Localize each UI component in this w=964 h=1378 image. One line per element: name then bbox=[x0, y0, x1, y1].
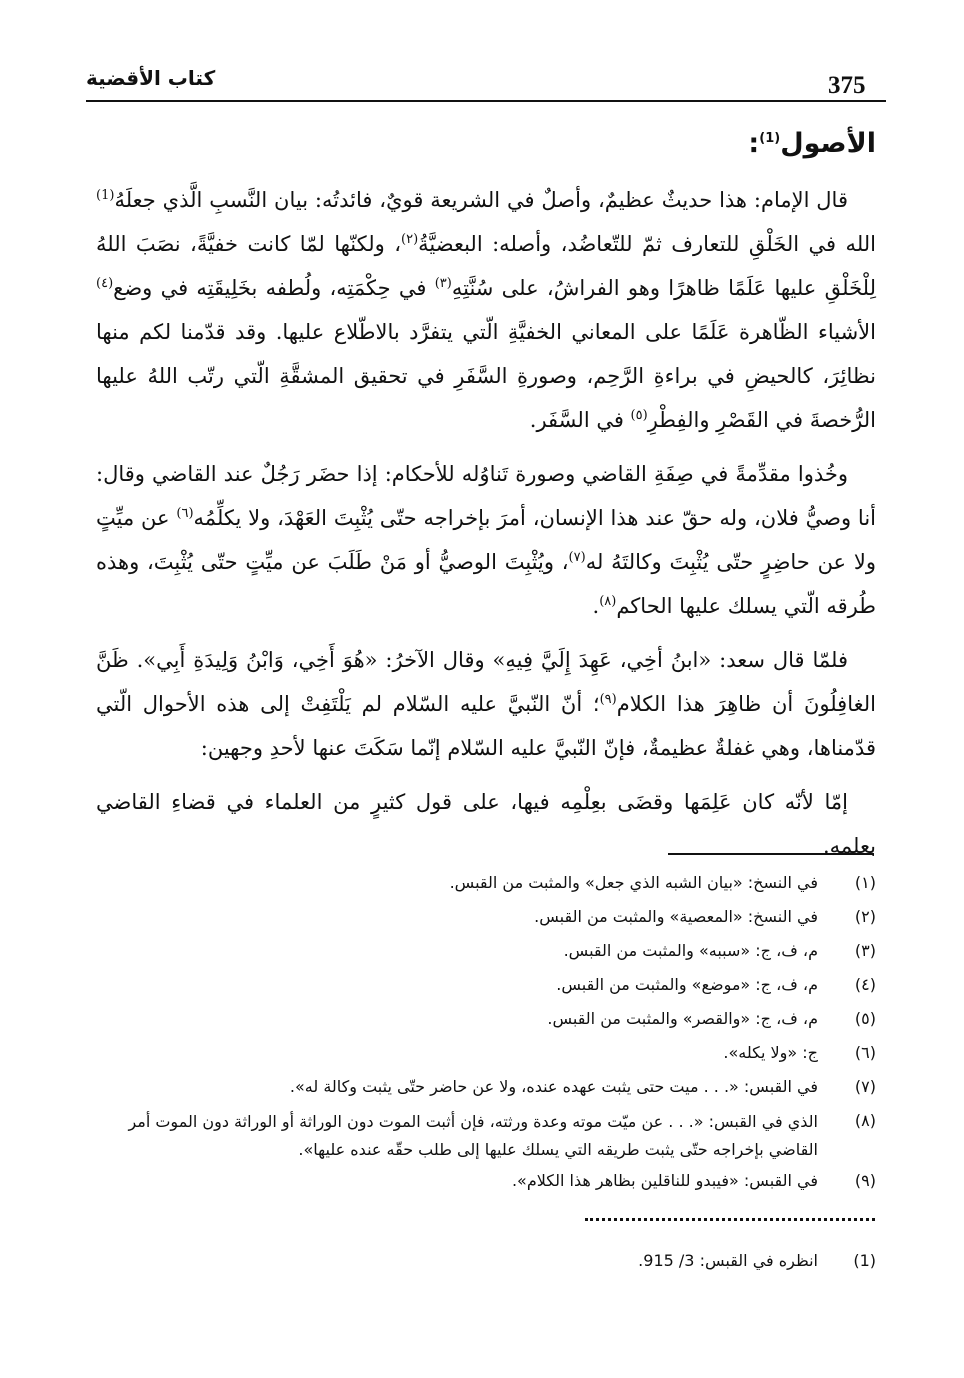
footnote-text: م، ف، ج: «موضع» والمثبت من القبس. bbox=[556, 975, 818, 994]
text-segment: . bbox=[592, 594, 600, 618]
footnote bbox=[96, 1036, 876, 1070]
paragraphs bbox=[96, 178, 876, 868]
text-segment: إمّا لأنّه كان عَلِمَها وقضَى بعِلْمِه فيها، على قول كثيرٍ من العلماء في قضاءِ القاضي بعلمه. bbox=[96, 790, 876, 858]
page-number: 375 bbox=[828, 72, 866, 99]
page-header bbox=[86, 62, 886, 102]
footnote bbox=[96, 968, 876, 1002]
text-segment: قال الإمام: هذا حديثٌ عظيمٌ، وأصلٌ في الشريعة قويٌ، فائدتُه: بيان النَّسبِ الَّذي جعلَهُ bbox=[114, 188, 848, 212]
text-segment: عن ميِّتٍ ولا عن حاضِرٍ حتّى يُثْبِتَ وكالتَهُ له bbox=[96, 506, 876, 574]
text-segment: في حِكْمَتِه، ولُطفه بخَلِيقَتِه في وضع bbox=[113, 276, 435, 300]
footnote bbox=[96, 1070, 876, 1104]
footnote bbox=[96, 866, 876, 900]
footnote-number: (٧) bbox=[854, 1077, 876, 1096]
footnote-number: (٦) bbox=[854, 1043, 876, 1062]
footnote-marker: (٥) bbox=[630, 408, 648, 423]
footnote-text: في النسخ: «بيان الشبه الذي جعل» والمثبت من القبس. bbox=[449, 873, 818, 892]
footnote-text: الذي في القبس: «. . . عن ميّت موته وعدة ورثته، فإن أثبت الموت دون الوراثة أو الوراثة دون الموت أمر القاضي بإخراجه حتّى يثبت طريقه التي يسلك عليها إلى طلب حقّه عنده عليها». bbox=[128, 1112, 818, 1159]
reference-number: (1) bbox=[853, 1251, 876, 1270]
paragraph bbox=[96, 452, 876, 628]
footnote-text: م، ف، ج: «سببه» والمثبت من القبس. bbox=[563, 941, 818, 960]
footnote-marker: (٩) bbox=[599, 692, 617, 707]
footnotes bbox=[96, 866, 876, 1198]
footnote-marker: (٣) bbox=[434, 276, 452, 291]
section-title bbox=[96, 118, 876, 170]
footnote-marker: (٧) bbox=[568, 550, 586, 565]
section-title-text: الأصول bbox=[780, 128, 876, 159]
footnote-marker: (٨) bbox=[599, 594, 617, 609]
dotted-separator bbox=[585, 1218, 875, 1221]
footnote-marker: (٤) bbox=[96, 276, 114, 291]
footnote bbox=[96, 1002, 876, 1036]
footnote-number: (٣) bbox=[854, 941, 876, 960]
footnote-number: (٩) bbox=[854, 1171, 876, 1190]
text-segment: في السَّفَر. bbox=[529, 408, 631, 432]
footnote bbox=[96, 900, 876, 934]
paragraph bbox=[96, 638, 876, 770]
footnote-divider bbox=[668, 853, 874, 855]
footnote bbox=[96, 1104, 876, 1164]
footnote-marker: (1) bbox=[759, 131, 781, 146]
footnote-marker: (٦) bbox=[176, 506, 194, 521]
section-title-colon: : bbox=[748, 128, 760, 159]
footnote-number: (١) bbox=[854, 873, 876, 892]
text-segment: الأشياء الظّاهرة عَلَمًا على المعاني الخفيَّةِ الّتي يتفرَّد بالاطّلاع عليها. وقد قدّمنا لكم منها نظائِرَ، كالحيضِ في براءةِ الرَّحِم، وصورةِ السَّفَرِ في تحقيق المشقَّةِ الّتي رتّب اللهُ عليها الرُّخصةَ في القَصْرِ والفِطْرِ bbox=[96, 320, 876, 432]
text-segment: فلمّا قال سعد: «ابنُ أخِي، عَهِدَ إِلَيَّ فِيهِ» وقال الآخرُ: «هُوَ أَخِي، وَابْنُ وَلِيدَةِ أَبِي». ظَنَّ الغافِلُونَ أن ظاهِرَ هذا الكلام bbox=[96, 648, 876, 716]
footnote-text: ج: «ولا يكله». bbox=[723, 1043, 818, 1062]
footnote-text: في القبس: «. . . ميت حتى يثبت عهده عنده، ولا عن حاضر حتّى يثبت وكالة له». bbox=[289, 1077, 818, 1096]
footnote bbox=[96, 1164, 876, 1198]
reference-text: انظره في القبس: 3/ 915. bbox=[638, 1251, 818, 1270]
footnote bbox=[96, 934, 876, 968]
text-segment: ، ويُثْبِتَ الوصيُّ أو مَنْ طَلَبَ عن ميِّتٍ حتّى يُثْبِتَ، وهذه طُرقه الّتي يسلك عليها الحاكم bbox=[96, 550, 876, 618]
text-segment: ؛ أنّ النّبيَّ عليه السّلام لم يَلْتَفِتْ إلى هذه الأحوال الّتي قدّمناها، وهي غفلةٌ عظيمةٌ، فإنّ النّبيَّ عليه السّلام إنّما سَكَتَ عنها لأحدِ وجهين: bbox=[96, 692, 876, 760]
text-segment: الله في الخَلْقِ للتعارف ثمّ للتّعاضُد، وأصله: البعضيَّةُ bbox=[418, 232, 876, 256]
running-title: كتاب الأقضية bbox=[86, 66, 216, 90]
text-segment: وخُذوا مقدِّمةً في صِفَةِ القاضي وصورة تَناوُله للأحكام: إذا حضَر رَجُلٌ عند القاضي وقال: أنا وصيُّ فلان، وله حقّ عند هذا الإنسان، أمرَ بإخراجه حتّى يُثْبِتَ العَهْدَ، ولا يكلِّمُه bbox=[96, 462, 876, 530]
footnote-marker: (1) bbox=[96, 188, 115, 203]
footnote-number: (٤) bbox=[854, 975, 876, 994]
footnote-number: (٢) bbox=[854, 907, 876, 926]
footnote-number: (٨) bbox=[854, 1111, 876, 1130]
footnote-text: في القبس: «فيبدو للناقلين بظاهر هذا الكلام». bbox=[511, 1171, 818, 1190]
main-text bbox=[96, 118, 876, 878]
footnote-text: في النسخ: «المعصية» والمثبت من القبس. bbox=[534, 907, 818, 926]
text-segment: ، ولكنّها لمّا كانت خفيَّةً، نصَبَ اللهُ لِلْخَلْقِ عليها عَلَمًا ظاهرًا وهو الفراشُ، على سُنَّتِهِ bbox=[96, 232, 876, 300]
footnote-marker: (٢) bbox=[401, 232, 419, 247]
editor-reference bbox=[96, 1244, 876, 1278]
footnote-number: (٥) bbox=[854, 1009, 876, 1028]
paragraph bbox=[96, 178, 876, 442]
header-divider bbox=[86, 100, 886, 102]
footnote-text: م، ف، ج: «والقصر» والمثبت من القبس. bbox=[547, 1009, 818, 1028]
